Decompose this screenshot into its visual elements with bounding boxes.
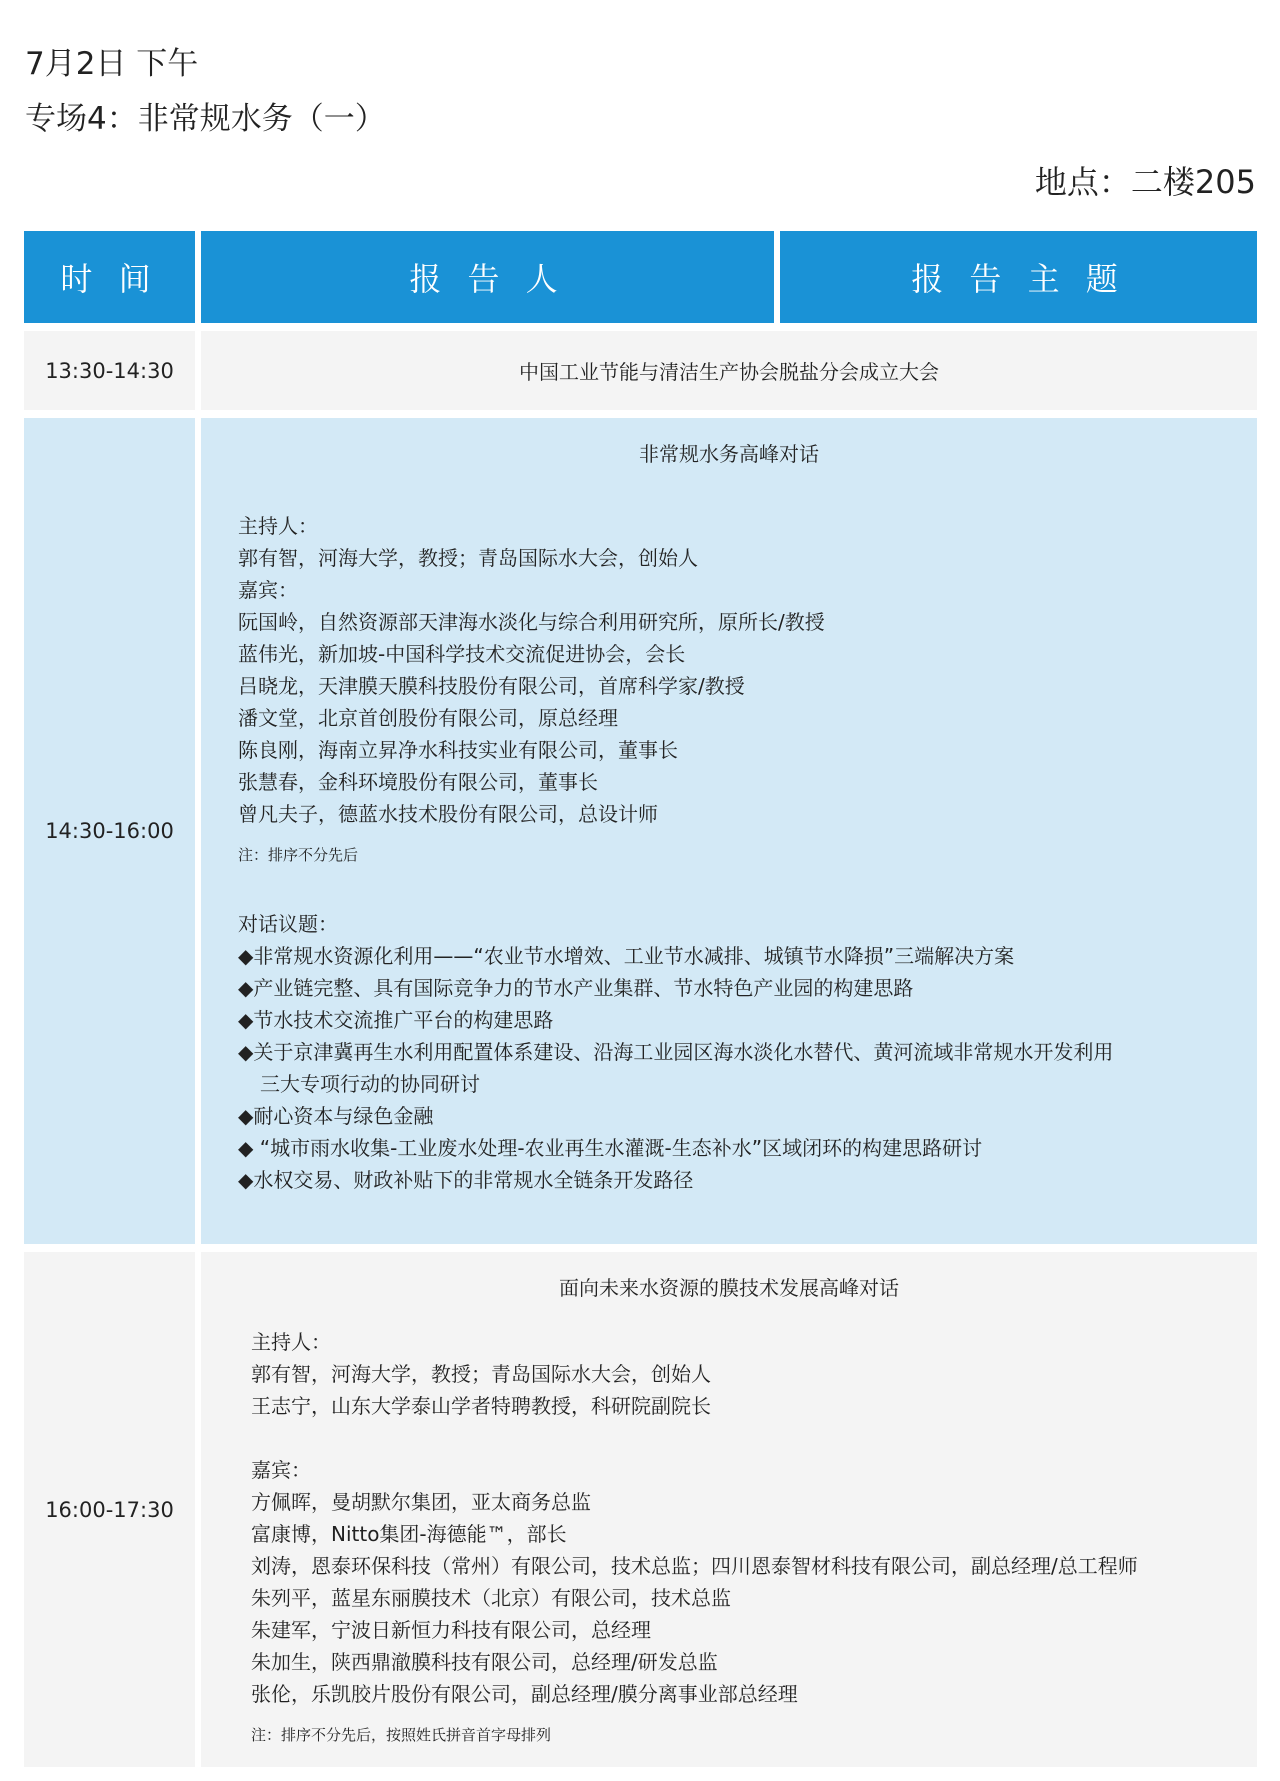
row3-time: 16:00-17:30: [24, 1252, 195, 1767]
row2-content: [201, 418, 1257, 1244]
row2-topic: ◆产业链完整、具有国际竞争力的节水产业集群、节水特色产业园的构建思路: [238, 976, 914, 1000]
row2-line: 吕晓龙，天津膜天膜科技股份有限公司，首席科学家/教授: [238, 674, 745, 698]
row2-line: 张慧春，金科环境股份有限公司，董事长: [238, 770, 598, 794]
row2-line: 曾凡夫子，德蓝水技术股份有限公司，总设计师: [238, 802, 658, 826]
row3-guest-line: 方佩晖，曼胡默尔集团，亚太商务总监: [251, 1490, 591, 1514]
row3-guest-line: 嘉宾：: [251, 1458, 311, 1482]
row2-topics-label: 对话议题：: [238, 912, 338, 936]
row2-topic: ◆水权交易、财政补贴下的非常规水全链条开发路径: [238, 1168, 694, 1192]
row3-guest-line: 刘涛，恩泰环保科技（常州）有限公司，技术总监；四川恩泰智材科技有限公司，副总经理/总工程师: [251, 1554, 1138, 1578]
row3-guest-line: 朱列平，蓝星东丽膜技术（北京）有限公司，技术总监: [251, 1586, 731, 1610]
session-date: 7月2日 下午: [25, 46, 199, 82]
row2-line: 蓝伟光，新加坡-中国科学技术交流促进协会，会长: [238, 642, 686, 666]
row2-title: 非常规水务高峰对话: [639, 442, 819, 466]
row2-time: 14:30-16:00: [24, 418, 195, 1244]
row2-line: 阮国岭，自然资源部天津海水淡化与综合利用研究所，原所长/教授: [238, 610, 825, 634]
row3-host-line: 王志宁，山东大学泰山学者特聘教授，科研院副院长: [251, 1394, 711, 1418]
column-header-topic: 报 告 主 题: [780, 231, 1257, 323]
session-title: 专场4：非常规水务（一）: [25, 101, 386, 137]
row3-content: [201, 1252, 1257, 1767]
row2-line: 嘉宾：: [238, 578, 298, 602]
row3-host-line: 郭有智，河海大学，教授；青岛国际水大会，创始人: [251, 1362, 711, 1386]
row2-topic: ◆非常规水资源化利用——“农业节水增效、工业节水减排、城镇节水降损”三端解决方案: [238, 944, 1015, 968]
row2-line: 潘文堂，北京首创股份有限公司，原总经理: [238, 706, 618, 730]
row3-guest-line: 张伦，乐凯胶片股份有限公司，副总经理/膜分离事业部总经理: [251, 1682, 798, 1706]
row2-topic: 三大专项行动的协同研讨: [260, 1072, 480, 1096]
row1-time: 13:30-14:30: [24, 331, 195, 410]
row2-note: 注：排序不分先后: [238, 846, 359, 864]
row2-topic: ◆节水技术交流推广平台的构建思路: [238, 1008, 554, 1032]
row3-host-line: 主持人：: [251, 1330, 331, 1354]
column-header-speaker: 报 告 人: [201, 231, 774, 323]
row3-note: 注：排序不分先后，按照姓氏拼音首字母排列: [251, 1726, 552, 1744]
row1-content: 中国工业节能与清洁生产协会脱盐分会成立大会: [201, 331, 1257, 410]
column-header-time: 时 间: [24, 231, 195, 323]
row2-topic: ◆耐心资本与绿色金融: [238, 1104, 434, 1128]
row3-guest-line: 朱建军，宁波日新恒力科技有限公司，总经理: [251, 1618, 651, 1642]
session-location: 地点：二楼205: [1034, 163, 1256, 201]
row2-line: 郭有智，河海大学，教授；青岛国际水大会，创始人: [238, 546, 698, 570]
row2-topic: ◆关于京津冀再生水利用配置体系建设、沿海工业园区海水淡化水替代、黄河流域非常规水开发利用: [238, 1040, 1114, 1064]
row2-topic: ◆ “城市雨水收集-工业废水处理-农业再生水灌溉-生态补水”区域闭环的构建思路研讨: [238, 1136, 983, 1160]
row2-line: 陈良刚，海南立昇净水科技实业有限公司，董事长: [238, 738, 678, 762]
row2-line: 主持人：: [238, 514, 318, 538]
row3-guest-line: 朱加生，陕西鼎澈膜科技有限公司，总经理/研发总监: [251, 1650, 718, 1674]
row3-title: 面向未来水资源的膜技术发展高峰对话: [559, 1276, 899, 1300]
row3-guest-line: 富康博，Nitto集团-海德能™，部长: [251, 1522, 567, 1546]
